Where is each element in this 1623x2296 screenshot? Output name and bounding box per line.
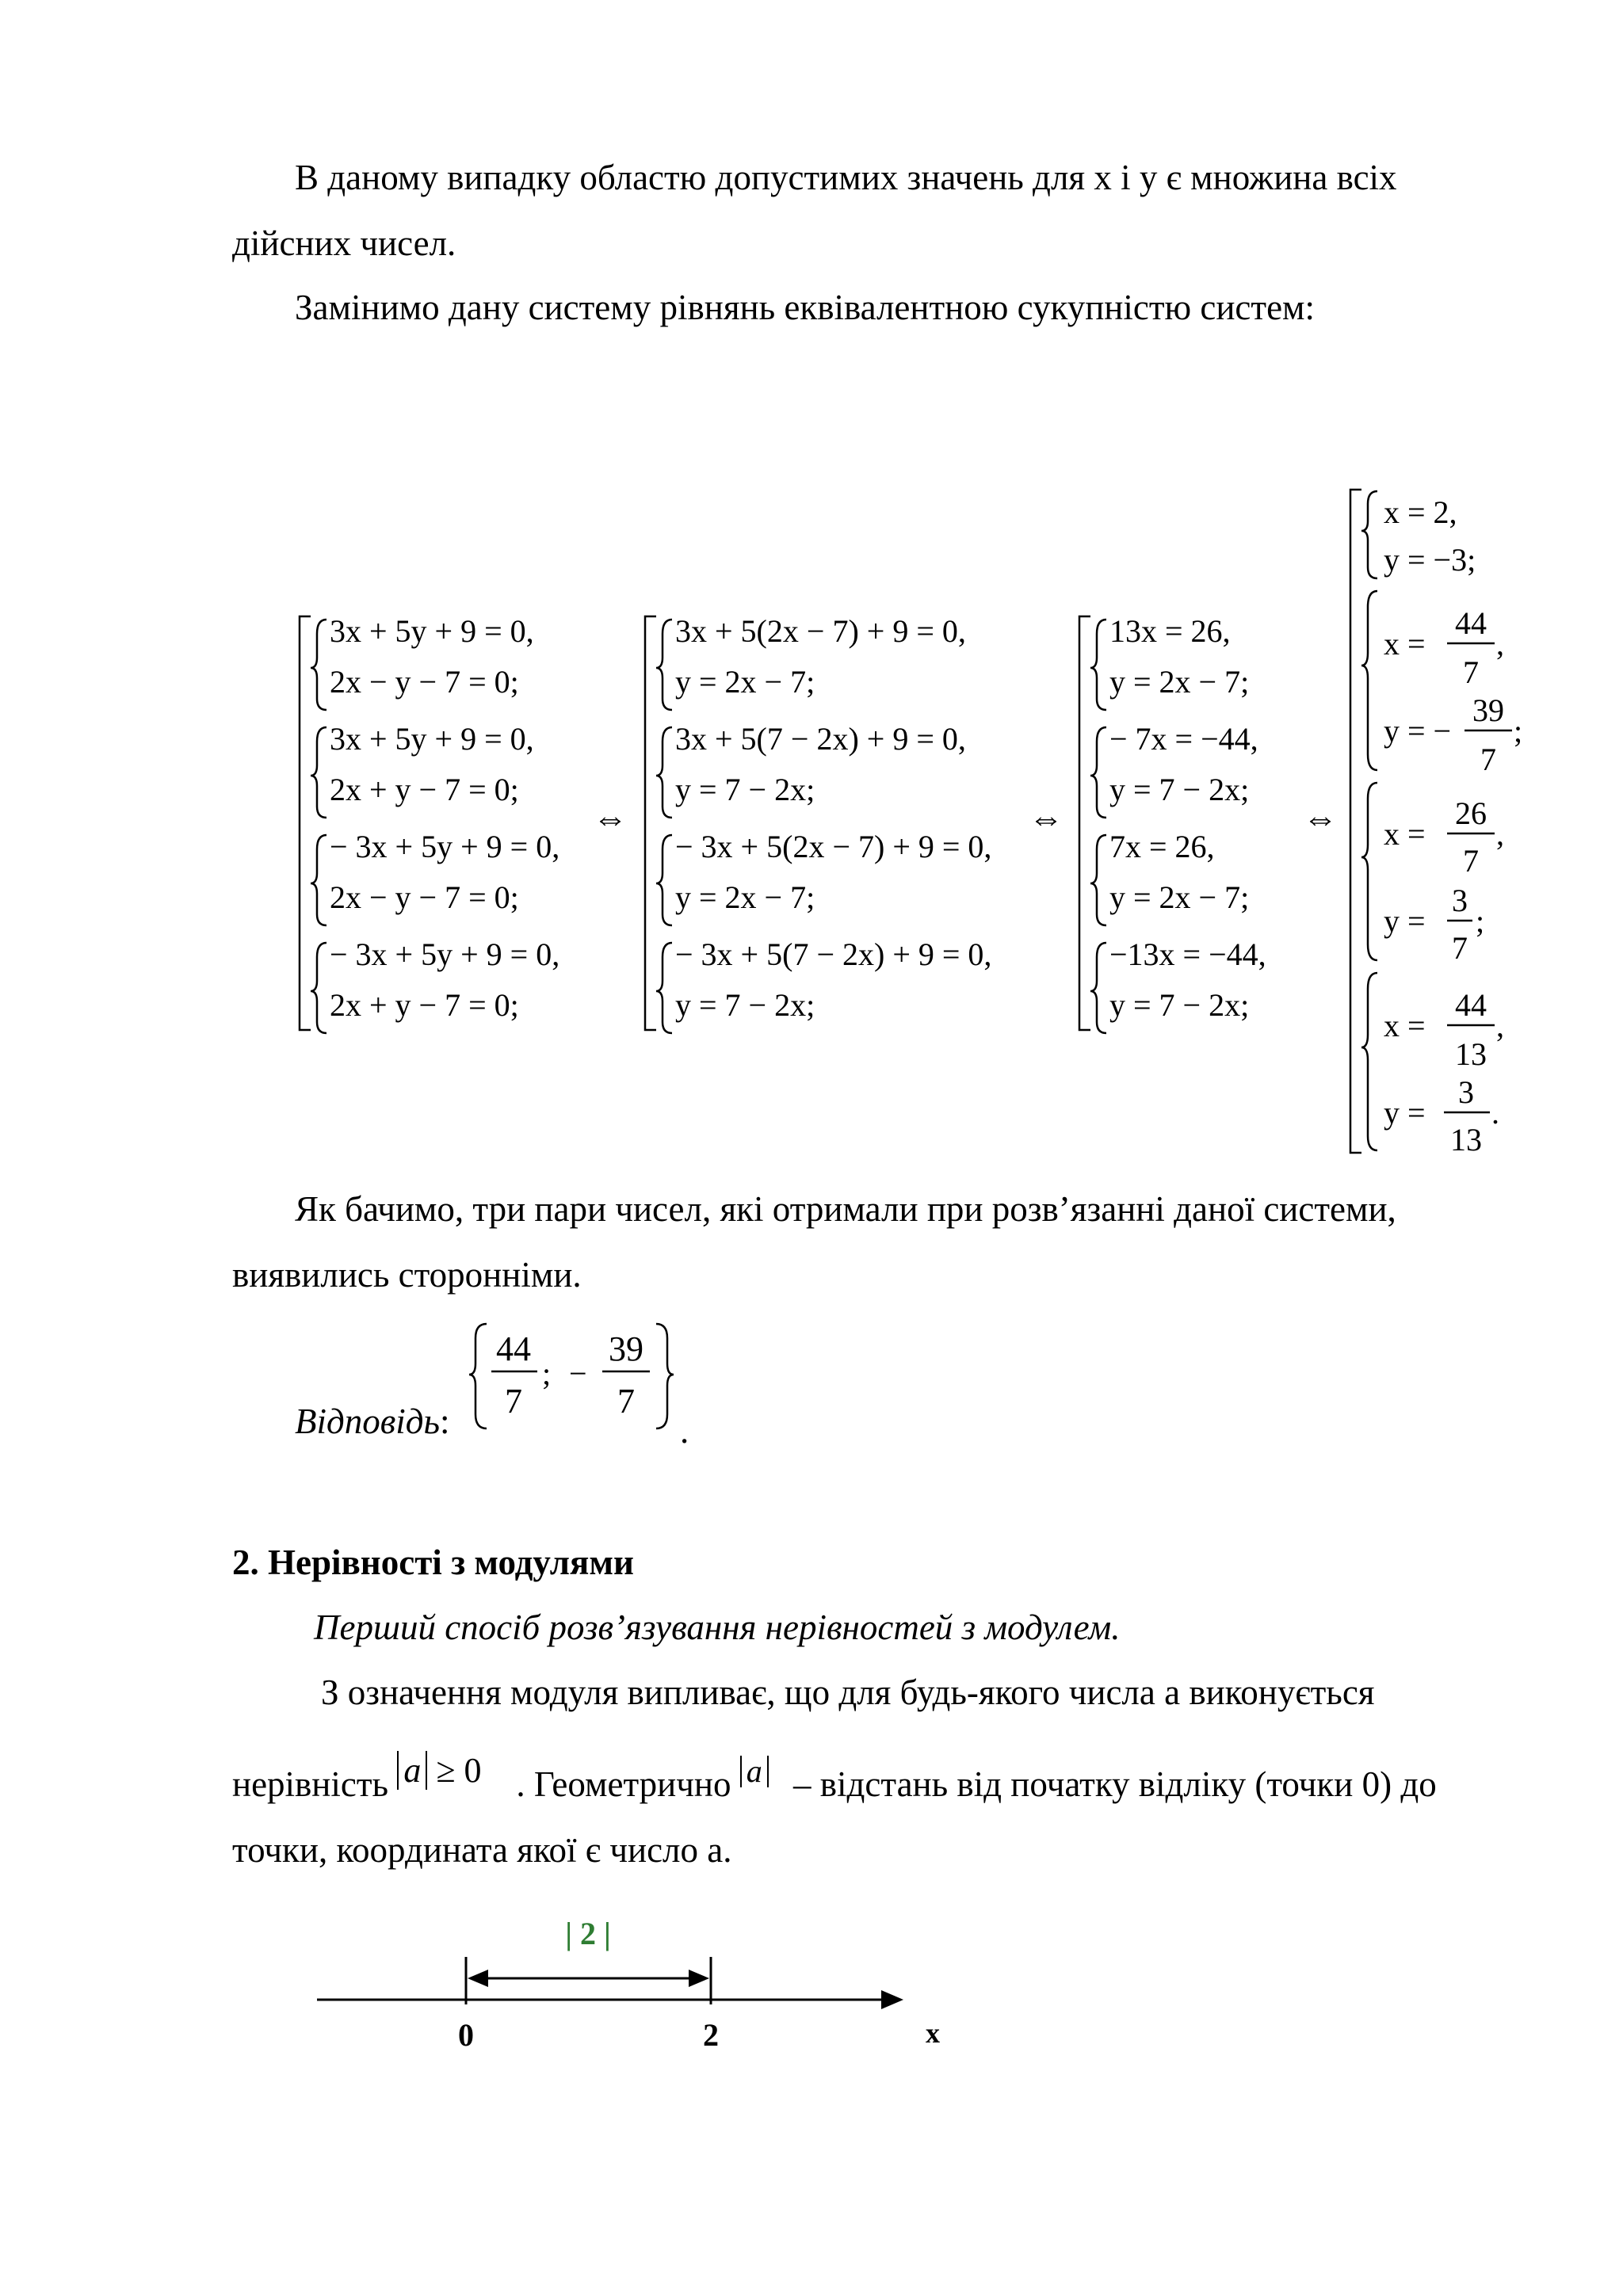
distance-label: | 2 | — [565, 1916, 611, 1951]
col1-eq-4: 2x + y − 7 = 0; — [330, 772, 519, 807]
col1-eq-8: 2x + y − 7 = 0; — [330, 987, 519, 1023]
col1-eq-2: 2x − y − 7 = 0; — [330, 664, 519, 700]
col4-s1-x: x = 2, — [1384, 494, 1457, 530]
tick-0-label: 0 — [458, 2017, 474, 2053]
answer-den-2: 7 — [617, 1382, 635, 1421]
section-heading: 2. Нерівності з модулями — [232, 1543, 634, 1582]
col4-s3-y-den: 7 — [1452, 930, 1468, 966]
col4-s2-y-num: 39 — [1472, 692, 1504, 728]
col2-eq-8: y = 7 − 2x; — [675, 987, 815, 1023]
section-subtitle: Перший спосіб розв’язування нерівностей з модулем. — [314, 1608, 1121, 1647]
answer-num-2: 39 — [609, 1329, 643, 1368]
equiv-2: ⇔ — [1029, 799, 1064, 837]
inequality-rest: ≥ 0 — [436, 1751, 482, 1790]
inequality-expression — [397, 1753, 481, 1788]
section-line-1: З означення модуля випливає, що для будь-якого числа a виконується — [321, 1672, 1375, 1712]
col1-eq-1: 3x + 5y + 9 = 0, — [330, 613, 534, 649]
col3-eq-4: y = 7 − 2x; — [1109, 772, 1250, 807]
col4-s4-y-end: . — [1491, 1095, 1499, 1131]
abs-formula — [740, 1753, 785, 1802]
col2-eq-5: − 3x + 5(2x − 7) + 9 = 0, — [675, 829, 992, 864]
col4-s4-x-lhs: x = — [1384, 1008, 1426, 1043]
col2-eq-2: y = 2x − 7; — [675, 664, 815, 700]
col1-eq-6: 2x − y − 7 = 0; — [330, 879, 519, 915]
col1-eq-3: 3x + 5y + 9 = 0, — [330, 721, 534, 757]
col1-eq-7: − 3x + 5y + 9 = 0, — [330, 936, 560, 972]
col2-eq-3: 3x + 5(7 − 2x) + 9 = 0, — [675, 721, 966, 757]
math-col-1 — [330, 613, 559, 1023]
col3-eq-6: y = 2x − 7; — [1109, 879, 1250, 915]
inequality-abs: a — [397, 1751, 427, 1790]
col3-eq-1: 13x = 26, — [1109, 613, 1231, 649]
col3-eq-2: y = 2x − 7; — [1109, 664, 1250, 700]
intro-line-2: дійсних чисел. — [232, 223, 456, 263]
col4-s4-y-lhs: y = — [1384, 1095, 1426, 1131]
col3-eq-3: − 7x = −44, — [1109, 721, 1258, 757]
col4-s2-y-end: ; — [1514, 713, 1523, 749]
col4-s3-y-end: ; — [1476, 903, 1485, 939]
section-line-2c: – відстань від початку відліку (точки 0) до — [792, 1764, 1437, 1804]
intro-line-1: В даному випадку областю допустимих значень для x і y є множина всіх — [295, 158, 1397, 197]
answer-minus: − — [569, 1356, 587, 1391]
math-col-4 — [1384, 494, 1522, 1158]
answer-colon: : — [440, 1402, 450, 1441]
brackets — [300, 490, 1377, 1153]
col4-s4-x-end: , — [1496, 1008, 1504, 1043]
col4-s2-x-num: 44 — [1455, 605, 1487, 641]
col4-s3-x-end: , — [1496, 816, 1504, 852]
col4-s1-y: y = −3; — [1384, 542, 1476, 578]
col3-eq-7: −13x = −44, — [1109, 936, 1266, 972]
inequality-formula — [397, 1751, 516, 1802]
equiv-3: ⇔ — [1303, 799, 1338, 837]
col4-s4-x-num: 44 — [1455, 987, 1487, 1023]
col4-s2-x-end: , — [1496, 626, 1504, 662]
col4-s2-y-lhs: y = − — [1384, 713, 1452, 749]
distance-arrow-right-head — [689, 1970, 709, 1987]
col2-eq-7: − 3x + 5(7 − 2x) + 9 = 0, — [675, 936, 992, 972]
answer-num-1: 44 — [496, 1329, 531, 1368]
col4-s3-x-num: 26 — [1455, 795, 1487, 831]
col4-s4-y-den: 13 — [1450, 1122, 1482, 1158]
col2-eq-4: y = 7 − 2x; — [675, 772, 815, 807]
tick-2-label: 2 — [703, 2017, 719, 2053]
abs-a: a — [740, 1756, 769, 1787]
answer-set — [468, 1319, 705, 1438]
col2-eq-1: 3x + 5(2x − 7) + 9 = 0, — [675, 613, 966, 649]
after-line-2: виявились сторонніми. — [232, 1255, 582, 1295]
axis-label: x — [926, 2017, 940, 2049]
col1-eq-5: − 3x + 5y + 9 = 0, — [330, 829, 560, 864]
equation-systems — [0, 475, 1623, 1664]
col4-s2-y-den: 7 — [1480, 742, 1496, 777]
col4-s4-x-den: 13 — [1455, 1036, 1487, 1072]
axis-arrowhead — [881, 1990, 903, 2009]
section-line-2a: нерівність — [232, 1764, 389, 1804]
after-line-1: Як бачимо, три пари чисел, які отримали при розв’язанні даної системи, — [295, 1189, 1396, 1229]
section-line-3: точки, координата якої є число a. — [232, 1830, 732, 1870]
col2-eq-6: y = 2x − 7; — [675, 879, 815, 915]
equiv-1: ⇔ — [593, 799, 628, 837]
math-col-2 — [675, 613, 991, 1023]
section-line-2 — [232, 1751, 1437, 1804]
answer-dot: . — [680, 1411, 689, 1451]
col4-s3-y-num: 3 — [1452, 883, 1468, 918]
math-col-3 — [1109, 613, 1266, 1023]
answer-den-1: 7 — [505, 1382, 522, 1421]
col4-s3-y-lhs: y = — [1384, 903, 1426, 939]
col3-eq-5: 7x = 26, — [1109, 829, 1215, 864]
number-line — [301, 1901, 1331, 2076]
col4-s2-x-lhs: x = — [1384, 626, 1426, 662]
distance-arrow-left-head — [468, 1970, 488, 1987]
intro-line-3: Замінимо дану систему рівнянь еквівалентною сукупністю систем: — [295, 288, 1316, 327]
answer-sep: ; — [542, 1356, 552, 1391]
col4-s2-x-den: 7 — [1463, 654, 1479, 690]
answer-label-text: Відповідь — [295, 1402, 441, 1441]
col4-s3-x-den: 7 — [1463, 843, 1479, 879]
col4-s3-x-lhs: x = — [1384, 816, 1426, 852]
col4-s4-y-num: 3 — [1458, 1074, 1474, 1110]
answer-label — [295, 1404, 450, 1440]
col3-eq-8: y = 7 − 2x; — [1109, 987, 1250, 1023]
section-line-2b: . Геометрично — [516, 1764, 731, 1804]
